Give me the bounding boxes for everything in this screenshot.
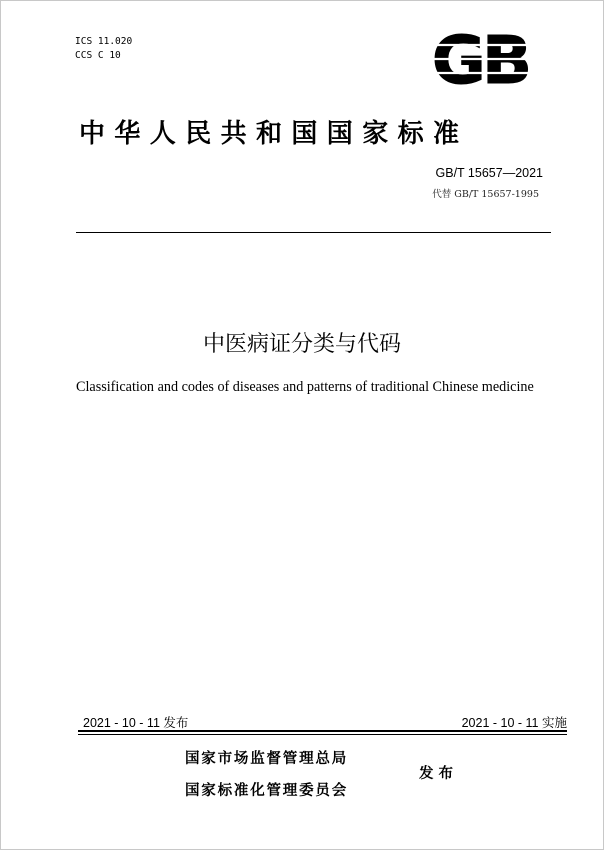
issuing-authority-2: 国家标准化管理委员会 bbox=[185, 783, 348, 799]
publish-label: 发布 bbox=[419, 766, 458, 782]
header-divider bbox=[76, 232, 551, 233]
standard-number: GB/T 15657—2021 bbox=[435, 166, 543, 180]
document-title-english: Classification and codes of diseases and patterns of traditional Chinese medicine bbox=[76, 379, 534, 395]
ccs-code: CCS C 10 bbox=[75, 50, 121, 61]
issuing-authority-1: 国家市场监督管理总局 bbox=[185, 751, 348, 767]
issue-date: 2021 - 10 - 11 发布 bbox=[83, 716, 189, 730]
footer-divider-thick bbox=[78, 730, 567, 732]
replaces-standard: 代替 GB/T 15657-1995 bbox=[432, 189, 539, 200]
classification-codes bbox=[75, 35, 132, 63]
implementation-date: 2021 - 10 - 11 实施 bbox=[461, 716, 567, 730]
gb-logo bbox=[422, 28, 538, 90]
document-title: 中医病证分类与代码 bbox=[202, 332, 401, 357]
gb-logo-text: GB bbox=[431, 28, 529, 90]
footer-divider-thin bbox=[78, 734, 567, 735]
standard-title: 中华人民共和国国家标准 bbox=[79, 119, 469, 149]
ics-code: ICS 11.020 bbox=[75, 36, 133, 47]
